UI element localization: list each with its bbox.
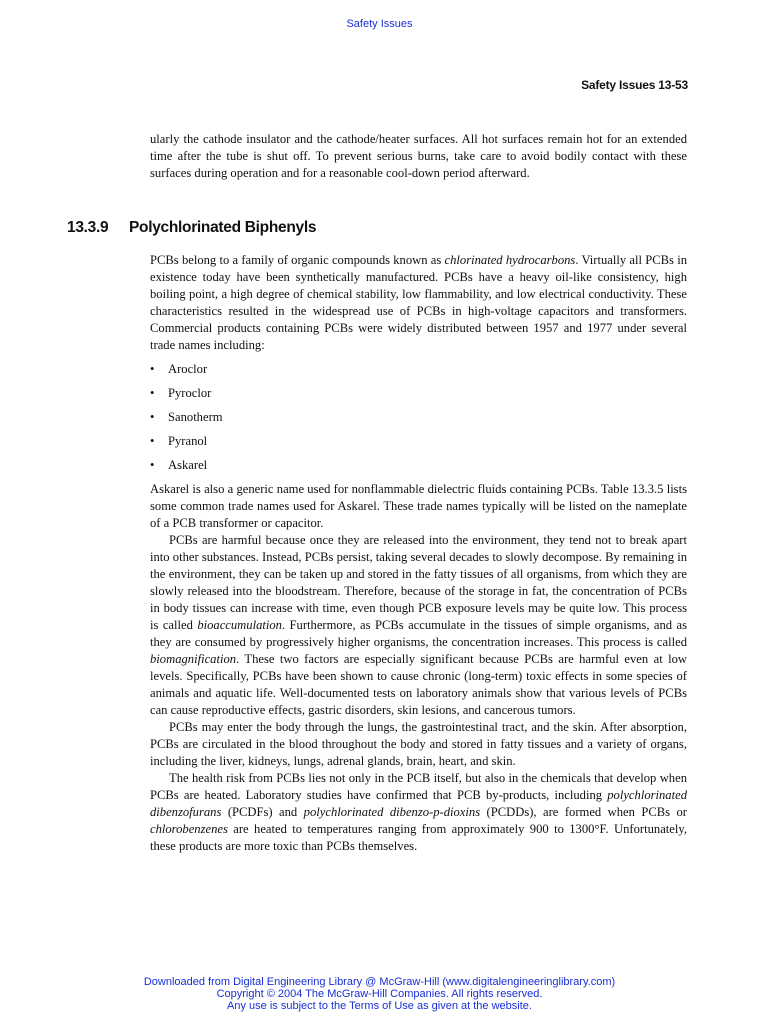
risk-emphasis-1: polychlorinated dibenzofurans	[150, 788, 687, 819]
intro-emphasis: chlorinated hydrocarbons	[444, 253, 576, 267]
list-item	[150, 457, 223, 481]
body-text	[150, 481, 687, 855]
exposure-paragraph: PCBs may enter the body through the lungs, the gastrointestinal tract, and the skin. After absorption, PCBs are circulated in the blood throughout the body and stored in fatty tissues and a variety of organs, including the liver, kidneys, lungs, adrenal glands, brain, heart, and skin.	[150, 720, 687, 768]
intro-text-a: PCBs belong to a family of organic compounds known as	[150, 253, 445, 267]
risk-emphasis-2: polychlorinated dibenzo-p-dioxins	[303, 805, 481, 819]
running-head: Safety Issues 13-53	[581, 78, 688, 92]
list-item	[150, 361, 223, 385]
harm-text-c: . These two factors are especially significant because PCBs are harmful even at low levels. Specifically, PCBs have been shown to cause chronic (long-term) toxic effects in some species of animals and aquatic life. Well-documented tests on laboratory animals show that various levels of PCBs can cause reproductive effects, gastric disorders, skin lesions, and cancerous tumors.	[150, 652, 687, 717]
harm-text-b: . Furthermore, as PCBs accumulate in the tissues of simple organisms, and as they are consumed by progressively higher organisms, the concentration increases. This process is called	[150, 618, 687, 649]
list-item-label: Askarel	[168, 458, 208, 472]
bullet-icon: •	[150, 410, 155, 424]
section-heading	[67, 219, 316, 237]
list-item-label: Pyranol	[168, 434, 208, 448]
top-safety-issues-link[interactable]: Safety Issues	[346, 18, 413, 30]
harm-emphasis-1: bioaccumulation	[197, 618, 282, 632]
askarel-paragraph: Askarel is also a generic name used for nonflammable dielectric fluids containing PCBs. Table 13.3.5 lists some common trade names used for Askarel. These trade names typically will be listed on the nameplate of a PCB transformer or capacitor.	[150, 482, 687, 530]
footer-download-link[interactable]: Downloaded from Digital Engineering Library @ McGraw-Hill (www.digitalengineeringlibrary.com)	[143, 976, 616, 988]
list-item	[150, 385, 223, 409]
footer	[0, 976, 759, 1012]
harm-emphasis-2: biomagnification	[150, 652, 237, 666]
harm-paragraph	[150, 532, 687, 719]
bullet-icon: •	[150, 434, 155, 448]
risk-emphasis-3: chlorobenzenes	[150, 822, 228, 836]
section-number: 13.3.9	[67, 219, 109, 236]
footer-terms-link[interactable]: Any use is subject to the Terms of Use as given at the website.	[227, 1000, 532, 1012]
intro-text-b: . Virtually all PCBs in existence today have been synthetically manufactured. PCBs have a heavy oil-like consistency, high boiling point, a high degree of chemical stability, low flammability, and low electrical conductivity. These characteristics resulted in the widespread use of PCBs in high-voltage capacitors and transformers. Commercial products containing PCBs were widely distributed between 1957 and 1977 under several trade names including:	[150, 253, 687, 352]
list-item-label: Sanotherm	[168, 410, 223, 424]
list-item	[150, 433, 223, 457]
list-item-label: Pyroclor	[168, 386, 212, 400]
lead-paragraph: ularly the cathode insulator and the cathode/heater surfaces. All hot surfaces remain hot for an extended time after the tube is shut off. To prevent serious burns, take care to avoid bodily contact with these surfaces during operation and for a reasonable cool-down period afterward.	[150, 132, 687, 180]
list-item	[150, 409, 223, 433]
risk-text-a: The health risk from PCBs lies not only in the PCB itself, but also in the chemicals that develop when PCBs are heated. Laboratory studies have confirmed that PCB by-products, including	[150, 771, 687, 802]
harm-text-a: PCBs are harmful because once they are released into the environment, they tend not to break apart into other substances. Instead, PCBs persist, taking several decades to slowly decompose. By remaining in the environment, they can be taken up and stored in the fatty tissues of all organisms, from which they are slowly released into the bloodstream. Therefore, because of the storage in fat, the concentration of PCBs in body tissues can increase with time, even though PCB exposure levels may be quite low. This process is called	[150, 533, 687, 632]
intro-paragraph	[150, 252, 687, 354]
list-item-label: Aroclor	[168, 362, 208, 376]
bullet-icon: •	[150, 458, 155, 472]
risk-text-b: (PCDFs) and	[221, 805, 304, 819]
trade-name-list	[150, 361, 223, 481]
footer-copyright: Copyright © 2004 The McGraw-Hill Companies. All rights reserved.	[216, 988, 543, 1000]
section-title: Polychlorinated Biphenyls	[129, 219, 317, 236]
risk-text-d: are heated to temperatures ranging from approximately 900 to 1300°F. Unfortunately, these products are more toxic than PCBs themselves.	[150, 822, 687, 853]
risk-text-c: (PCDDs), are formed when PCBs or	[480, 805, 687, 819]
bullet-icon: •	[150, 386, 155, 400]
risk-paragraph	[150, 770, 687, 855]
bullet-icon: •	[150, 362, 155, 376]
